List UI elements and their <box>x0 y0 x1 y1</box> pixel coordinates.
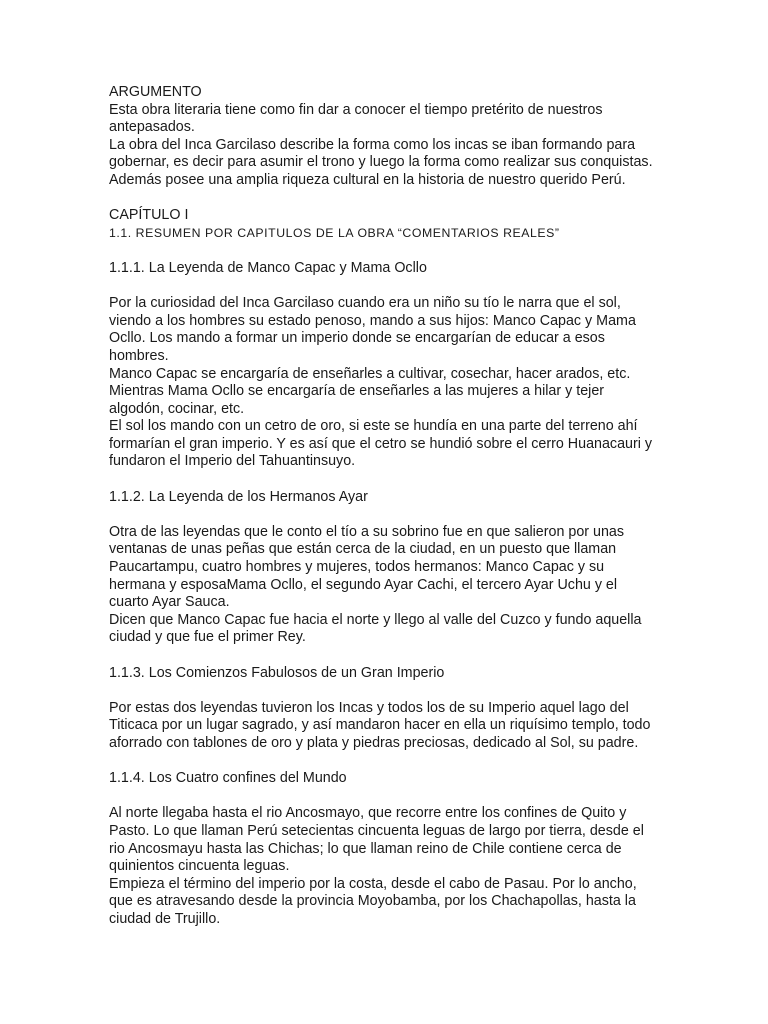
argument-line: Esta obra literaria tiene como fin dar a conocer el tiempo pretérito de nuestros <box>109 101 603 118</box>
paragraph-line: viendo a los hombres su estado penoso, mando a sus hijos: Manco Capac y Mama <box>109 312 636 329</box>
section-heading: 1.1.4. Los Cuatro confines del Mundo <box>109 770 347 787</box>
paragraph-line: hermana y esposaMama Ocllo, el segundo Ayar Cachi, el tercero Ayar Uchu y el <box>109 576 618 593</box>
paragraph-line: Otra de las leyendas que le conto el tío a su sobrino fue en que salieron por unas <box>109 523 625 540</box>
paragraph-line: Empieza el término del imperio por la costa, desde el cabo de Pasau. Por lo ancho, <box>109 875 637 892</box>
spacer <box>109 788 669 806</box>
paragraph-line: Manco Capac se encargaría de enseñarles a cultivar, cosechar, hacer arados, etc. <box>109 365 631 382</box>
paragraph-line: Titicaca por un lugar sagrado, y así mandaron hacer en ella un riquísimo templo, todo <box>109 717 651 734</box>
section-heading: 1.1.2. La Leyenda de los Hermanos Ayar <box>109 488 368 505</box>
paragraph-line: fundaron el Imperio del Tahuantinsuyo. <box>109 453 356 470</box>
argument-line: antepasados. <box>109 119 195 136</box>
section-1-1-3 <box>109 665 669 753</box>
paragraph-line: Paucartampu, cuatro hombres y mujeres, todos hermanos: Manco Capac y su <box>109 559 605 576</box>
argument-line: gobernar, es decir para asumir el trono y luego la forma como realizar sus conquistas. <box>109 154 653 171</box>
section-1-1-1 <box>109 260 669 471</box>
spacer <box>109 753 669 771</box>
chapter-title: CAPÍTULO I <box>109 207 189 224</box>
paragraph-line: Mientras Mama Ocllo se encargaría de enseñarles a las mujeres a hilar y tejer <box>109 383 605 400</box>
paragraph-line: ciudad de Trujillo. <box>109 910 221 927</box>
paragraph-line: rio Ancosmayu hasta las Chichas; lo que llaman reino de Chile contiene cerca de <box>109 840 622 857</box>
paragraph-line: ciudad y que fue el primer Rey. <box>109 629 306 646</box>
paragraph-line: Pasto. Lo que llaman Perú setecientas cincuenta leguas de largo por tierra, desde el <box>109 822 644 839</box>
section-heading: 1.1.1. La Leyenda de Manco Capac y Mama Ocllo <box>109 259 427 276</box>
paragraph-line: Al norte llegaba hasta el rio Ancosmayo, que recorre entre los confines de Quito y <box>109 805 627 822</box>
summary-heading: 1.1. RESUMEN POR CAPITULOS DE LA OBRA “COMENTARIOS REALES” <box>109 225 560 240</box>
paragraph-line: Dicen que Manco Capac fue hacia el norte y llego al valle del Cuzco y fundo aquella <box>109 611 642 628</box>
spacer <box>109 278 669 296</box>
paragraph-line: Por estas dos leyendas tuvieron los Incas y todos los de su Imperio aquel lago del <box>109 699 629 716</box>
paragraph-line: Ocllo. Los mando a formar un imperio donde se encargarían de educar a esos <box>109 330 605 347</box>
section-1-1-4 <box>109 770 669 928</box>
spacer <box>109 190 669 208</box>
argument-title: ARGUMENTO <box>109 84 202 100</box>
paragraph-line: que es atravesando desde la provincia Moyobamba, por los Chachapollas, hasta la <box>109 893 636 910</box>
paragraph-line: cuarto Ayar Sauca. <box>109 594 230 611</box>
paragraph-line: El sol los mando con un cetro de oro, si este se hundía en una parte del terreno ahí <box>109 418 638 435</box>
argument-line: La obra del Inca Garcilaso describe la forma como los incas se iban formando para <box>109 136 636 153</box>
spacer <box>109 242 669 260</box>
argument-block <box>109 84 669 190</box>
paragraph-line: Por la curiosidad del Inca Garcilaso cuando era un niño su tío le narra que el sol, <box>109 295 621 312</box>
spacer <box>109 647 669 665</box>
spacer <box>109 506 669 524</box>
spacer <box>109 682 669 700</box>
section-heading: 1.1.3. Los Comienzos Fabulosos de un Gran Imperio <box>109 664 445 681</box>
spacer <box>109 471 669 489</box>
paragraph-line: formarían el gran imperio. Y es así que el cetro se hundió sobre el cerro Huanacauri y <box>109 435 653 452</box>
section-1-1-2 <box>109 489 669 647</box>
argument-line: Además posee una amplia riqueza cultural en la historia de nuestro querido Perú. <box>109 171 626 188</box>
paragraph-line: hombres. <box>109 347 169 364</box>
chapter-block <box>109 207 669 242</box>
document-page <box>109 84 669 929</box>
paragraph-line: quinientos cincuenta leguas. <box>109 858 290 875</box>
paragraph-line: algodón, cocinar, etc. <box>109 400 245 417</box>
paragraph-line: aforrado con tablones de oro y plata y piedras preciosas, dedicado al Sol, su padre. <box>109 734 639 751</box>
paragraph-line: ventanas de unas peñas que están cerca de la ciudad, en un puesto que llaman <box>109 541 617 558</box>
